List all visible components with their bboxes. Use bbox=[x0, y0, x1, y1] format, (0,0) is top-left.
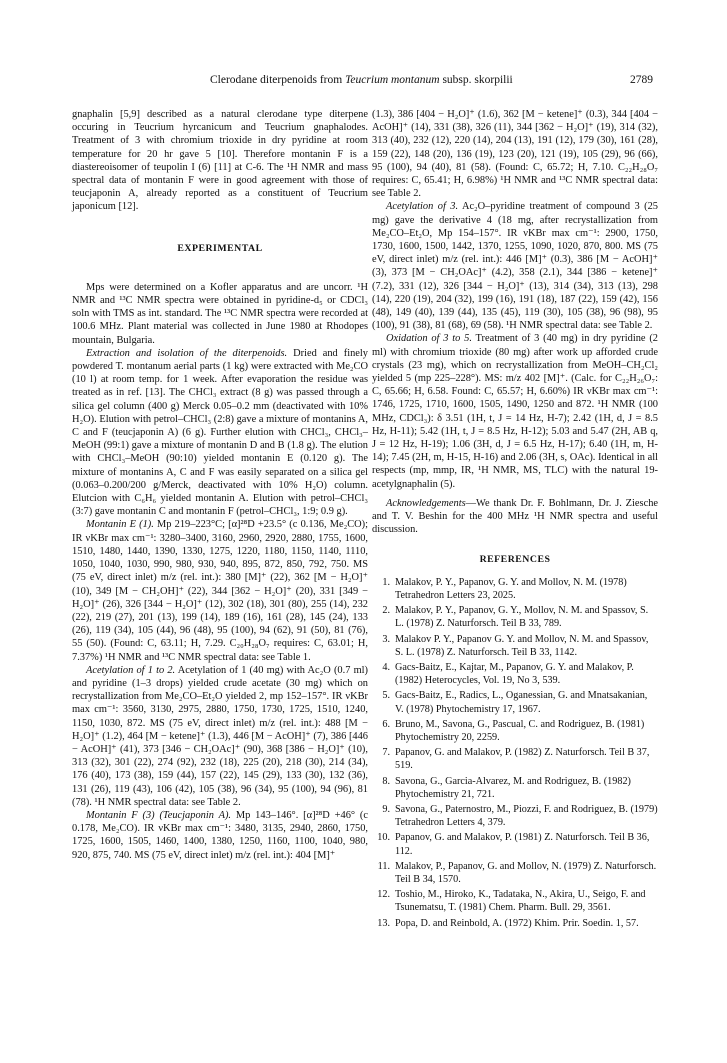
montanin-f-paragraph bbox=[72, 809, 368, 862]
running-title-species: Teucrium montanum bbox=[345, 74, 440, 86]
reference-item bbox=[372, 803, 658, 829]
reference-text: Malakov P. Y., Papanov G. Y. and Mollov, N. M. and Spassov, S. L. (1978) Z. Naturforsch. Teil B 33, 1142. bbox=[395, 633, 649, 658]
reference-item bbox=[372, 888, 658, 914]
reference-number: 1. bbox=[382, 576, 390, 588]
reference-item bbox=[372, 746, 658, 772]
intro-paragraph: gnaphalin [5,9] described as a natural clerodane type diterpene occuring in Teucrium hyrcanicum and Teucrium gnaphalodes. Treatment of 3 with chromium trioxide in dry pyridine at room temperature for 20 hr gave 5 [10]. Therefore montanin F is a diastereoisomer of teupolin I (6) [11] at C-6. The ¹H NMR and mass spectral data of montanin F were in good agreement with those of teucjaponin A, already reported as a constituent of Teucrium japonicum [12]. bbox=[72, 109, 368, 213]
oxidation-paragraph bbox=[372, 332, 658, 490]
reference-list bbox=[372, 576, 658, 930]
reference-item bbox=[372, 917, 658, 930]
reference-text: Malakov, P. Y., Papanov, G. Y. and Mollov, N. M. (1978) Tetrahedron Letters 23, 2025. bbox=[395, 576, 627, 601]
acetylation-3-text: Ac₂O–pyridine treatment of compound 3 (25 mg) gave the derivative 4 (18 mg, after recrystallization from Me₂CO–Et₂O, Mp 154–157°. IR νKBr max cm⁻¹: 2900, 1750, 1730, 1600, 1500, 1442, 1370, 1255, 1090, 1020, 870, 800. MS (75 eV, direct inlet) m/z (rel. int.): 446 [M]⁺ (0.3), 386 [M − AcOH]⁺ (3), 373 [M − CH₂OAc]⁺ (4.2), 358 (2.1), 344 [386 − ketene]⁺ (7.2), 331 (12), 326 [344 − H₂O]⁺ (13), 314 (34), 313 (13), 298 (14), 220 (19), 204 (32), 199 (16), 191 (18), 187 (22), 159 (42), 156 (48), 149 (40), 139 (44), 135 (45), 119 (30), 105 (38), 96 (98), 95 (100), 91 (38), 81 (68), 69 (58). ¹H NMR spectral data: see Table 2. bbox=[372, 201, 658, 332]
reference-number: 10. bbox=[377, 832, 390, 844]
running-head bbox=[0, 74, 727, 90]
reference-text: Gacs-Baitz, E., Radics, L., Oganessian, G. and Mnatsakanian, V. (1978) Phytochemistry 17, 1967. bbox=[395, 690, 648, 715]
acknowledgements-heading: Acknowledgements bbox=[386, 497, 466, 509]
reference-item bbox=[372, 633, 658, 659]
reference-item bbox=[372, 775, 658, 801]
experimental-heading: EXPERIMENTAL bbox=[177, 242, 263, 254]
reference-item bbox=[372, 860, 658, 886]
reference-item bbox=[372, 604, 658, 630]
running-title bbox=[210, 74, 513, 86]
reference-text: Bruno, M., Savona, G., Pascual, C. and Rodriguez, B. (1981) Phytochemistry 20, 2259. bbox=[395, 718, 645, 743]
running-title-prefix: Clerodane diterpenoids from bbox=[210, 74, 346, 86]
references-heading: REFERENCES bbox=[479, 553, 551, 565]
reference-item bbox=[372, 718, 658, 744]
oxidation-heading: Oxidation of 3 to 5. bbox=[386, 333, 472, 345]
reference-text: Malakov, P., Papanov, G. and Mollov, N. (1979) Z. Naturforsch. Teil B 34, 1570. bbox=[395, 860, 657, 885]
montanin-e-text: Mp 219–223°C; [α]²⁸D +23.5° (c 0.136, Me₂CO); IR νKBr max cm⁻¹: 3280–3400, 3160, 2960, 2920, 2880, 1755, 1600, 1510, 1480, 1440, 1390, 1330, 1275, 1220, 1180, 1150, 1140, 1110, 1050, 1040, 1030, 990, 980, 930, 940, 895, 872, 850, 792, 750. MS (75 eV, direct inlet) m/z (rel. int.): 380 [M]⁺ (22), 362 [M − H₂O]⁺ (10), 349 [M − CH₂OH]⁺ (22), 344 [362 − H₂O]⁺ (20), 331 [349 − H₂O]⁺ (26), 326 [344 − H₂O]⁺ (12), 302 (18), 301 (80), 255 (14), 232 (22), 219 (27), 201 (13), 199 (14), 189 (16), 161 (28), 145 (24), 133 (26), 119 (34), 105 (44), 96 (48), 95 (100), 94 (62), 91 (50), 81 (76), 55 (50). (Found: C, 63.11; H, 7.29. C₂₀H₂₈O₇ requires: C, 63.01; H, 7.37%) ¹H NMR and ¹³C NMR spectral data: see Table 1. bbox=[72, 519, 368, 663]
reference-number: 6. bbox=[382, 718, 390, 730]
acetylation-1-text: Acetylation of 1 (40 mg) with Ac₂O (0.7 ml) and pyridine (1–3 drops) yielded crude acetate (30 mg) which on recrystallization from Me₂CO–Et₂O yielded 2, mp 152–157°. IR νKBr max cm⁻¹: 3560, 3130, 2975, 2880, 1750, 1730, 1725, 1510, 1240, 1150, 1030, 872. MS (75 eV, direct inlet) m/z (rel. int.): 488 [M − H₂O]⁺ (1.2), 464 [M − ketene]⁺ (1.3), 446 [M − AcOH]⁺ (7), 386 [446 − AcOH]⁺ (41), 373 [346 − CH₂OAc]⁺ (90), 368 [386 − H₂O]⁺ (10), 313 (32), 301 (22), 274 (92), 232 (18), 225 (20), 218 (30), 214 (34), 176 (40), 173 (38), 159 (44), 157 (22), 145 (29), 133 (30), 132 (36), 131 (26), 119 (43), 106 (42), 105 (38), 96 (34), 95 (100), 94 (96), 81 (78). ¹H NMR spectral data: see Table 2. bbox=[72, 664, 368, 808]
reference-number: 7. bbox=[382, 747, 390, 759]
general-methods-paragraph: Mps were determined on a Kofler apparatus and are uncorr. ¹H NMR and ¹³C NMR spectra were obtained in pyridine-d₅ or CDCl₃ soln with TMS as int. standard. The ¹³C NMR spectra were recorded at 100.6 MHz. Plant material was collected in June 1980 at Rhodopes mountain, Bulgaria. bbox=[72, 281, 368, 346]
reference-item bbox=[372, 576, 658, 602]
montanin-f-continued: (1.3), 386 [404 − H₂O]⁺ (1.6), 362 [M − ketene]⁺ (0.3), 344 [404 − AcOH]⁺ (14), 331 (38), 326 (11), 344 [362 − H₂O]⁺ (19), 314 (32), 313 (40), 232 (12), 220 (14), 204 (13), 191 (12), 179 (30), 161 (28), 159 (22), 148 (20), 136 (19), 123 (20), 121 (19), 105 (29), 96 (66), 95 (100), 94 (40), 81 (58). (Found: C, 65.72; H, 7.10. C₂₂H₂₈O₇ requires: C, 65.41; H, 6.98%) ¹H NMR and ¹³C NMR spectral data: see Table 2. bbox=[372, 109, 658, 200]
acetylation-1-paragraph bbox=[72, 664, 368, 809]
left-column bbox=[72, 108, 368, 862]
reference-number: 4. bbox=[382, 661, 390, 673]
reference-number: 9. bbox=[382, 803, 390, 815]
acetylation-3-heading: Acetylation of 3. bbox=[386, 201, 459, 213]
running-title-suffix: subsp. skorpilii bbox=[439, 74, 513, 86]
reference-number: 13. bbox=[377, 917, 390, 929]
reference-item bbox=[372, 689, 658, 715]
extraction-paragraph bbox=[72, 347, 368, 519]
reference-item bbox=[372, 831, 658, 857]
oxidation-text: Treatment of 3 (40 mg) in dry pyridine (2 ml) with chromium trioxide (80 mg) after work up afforded crude crystals (23 mg), which on recrystallization from MeOH–CH₂Cl₂ yielded 5 (mp 225–228°). MS: m/z 402 [M]⁺. (Calc. for C₂₂H₂₆O₇: C, 65.66; H, 6.58. Found: C, 65.57; H, 6.60%) IR νKBr max cm⁻¹: 1746, 1725, 1710, 1600, 1505, 1490, 1250 and 872. ¹H NMR (100 MHz, CDCl₃): δ 3.51 (1H, t, J = 14 Hz, H-7); 2.42 (1H, d, J = 8.5 Hz, H-11); 5.42 (1H, t, J = 8.5 Hz, H-12); 5.03 and 5.47 (2H, AB q, J = 12 Hz, H-19); 1.06 (3H, d, J = 6.5 Hz, H-17); 6.40 (1H, m, H-14); 7.45 (2H, m, H-15, H-16) and 2.06 (3H, s, OAc). Identical in all respects (mp, mmp, IR, ¹H NMR, MS, TLC) with the natural 19-acetylgnaphalin (5). bbox=[372, 333, 658, 490]
page-number: 2789 bbox=[630, 74, 653, 86]
reference-text: Malakov, P. Y., Papanov, G. Y., Mollov, N. M. and Spassov, S. L. (1978) Z. Naturforsch. Teil B 33, 789. bbox=[395, 605, 649, 630]
reference-text: Savona, G., Garcia-Alvarez, M. and Rodriguez, B. (1982) Phytochemistry 21, 721. bbox=[395, 775, 631, 800]
acknowledgements-text: —We thank Dr. F. Bohlmann, Dr. J. Ziesche and T. V. Beshin for the 400 MHz ¹H NMR spectra and useful discussion. bbox=[372, 497, 658, 536]
montanin-e-paragraph bbox=[72, 518, 368, 663]
reference-item bbox=[372, 661, 658, 687]
reference-number: 11. bbox=[377, 860, 390, 872]
acetylation-1-heading: Acetylation of 1 to 2. bbox=[86, 664, 176, 676]
acknowledgements-paragraph bbox=[372, 497, 658, 537]
reference-number: 2. bbox=[382, 605, 390, 617]
right-column bbox=[372, 108, 658, 932]
reference-text: Savona, G., Paternostro, M., Piozzi, F. and Rodriguez, B. (1979) Tetrahedron Letters 4, 379. bbox=[395, 803, 658, 829]
reference-text: Toshio, M., Hiroko, K., Tadataka, N., Akira, U., Seigo, F. and Tsunematsu, T. (1981) Chem. Pharm. Bull. 29, 3561. bbox=[395, 889, 646, 914]
reference-text: Papanov, G. and Malakov, P. (1982) Z. Naturforsch. Teil B 37, 519. bbox=[395, 747, 650, 772]
acetylation-3-paragraph bbox=[372, 200, 658, 332]
reference-number: 12. bbox=[377, 889, 390, 901]
extraction-heading: Extraction and isolation of the diterpenoids. bbox=[86, 347, 288, 359]
montanin-f-heading: Montanin F (3) (Teucjaponin A). bbox=[86, 809, 232, 821]
reference-number: 8. bbox=[382, 775, 390, 787]
montanin-f-text: Mp 143–146°. [α]²⁸D +46° (c 0.178, Me₂CO). IR νKBr max cm⁻¹: 3480, 3135, 2940, 2860, 1750, 1725, 1600, 1505, 1460, 1400, 1380, 1250, 1160, 1100, 1040, 980, 920, 875, 740. MS (75 eV, direct inlet) m/z (rel. int.): 404 [M]⁺ bbox=[72, 809, 368, 861]
reference-number: 5. bbox=[382, 690, 390, 702]
reference-text: Gacs-Baitz, E., Kajtar, M., Papanov, G. Y. and Malakov, P. (1982) Heterocycles, Vol. 19, No 3, 539. bbox=[395, 661, 634, 687]
reference-number: 3. bbox=[382, 633, 390, 645]
extraction-text: Dried and finely powdered T. montanum aerial parts (1 kg) were extracted with Me₂CO (10 l) at room temp. for 1 week. After evaporation the residue was treated as in ref. [13]. The CHCl₃ extract (8 g) was passed through a silica gel column (400 g) Merck 0.05–0.2 mm (deactivated with 10% H₂O). Elution with petrol–CHCl₃ (2:8) gave a mixture of montanins A, C and F (teucjaponin A) (6 g). Further elution with CHCl₃, CHCl₃–MeOH (99:1) gave a mixture of montanin D and B (1.8 g). The elution with CHCl₃–MeOH (90:10) yielded montanin E (0.120 g). The mixture of montanins A, C and F was easily separated on a silica gel (0.063–0.200/200 g/Merck, deactivated with 10% H₂O) column. Elutcion with C₆H₆ yielded montanin A. Elution with petrol–CHCl₃ (3:7) gave montanin C and montanin F (petrol–CHCl₃, 1:9; 0.9 g). bbox=[72, 347, 368, 518]
reference-text: Popa, D. and Reinbold, A. (1972) Khim. Prir. Soedin. 1, 57. bbox=[395, 917, 639, 929]
reference-text: Papanov, G. and Malakov, P. (1981) Z. Naturforsch. Teil B 36, 112. bbox=[395, 832, 650, 857]
montanin-e-heading: Montanin E (1). bbox=[86, 519, 154, 531]
